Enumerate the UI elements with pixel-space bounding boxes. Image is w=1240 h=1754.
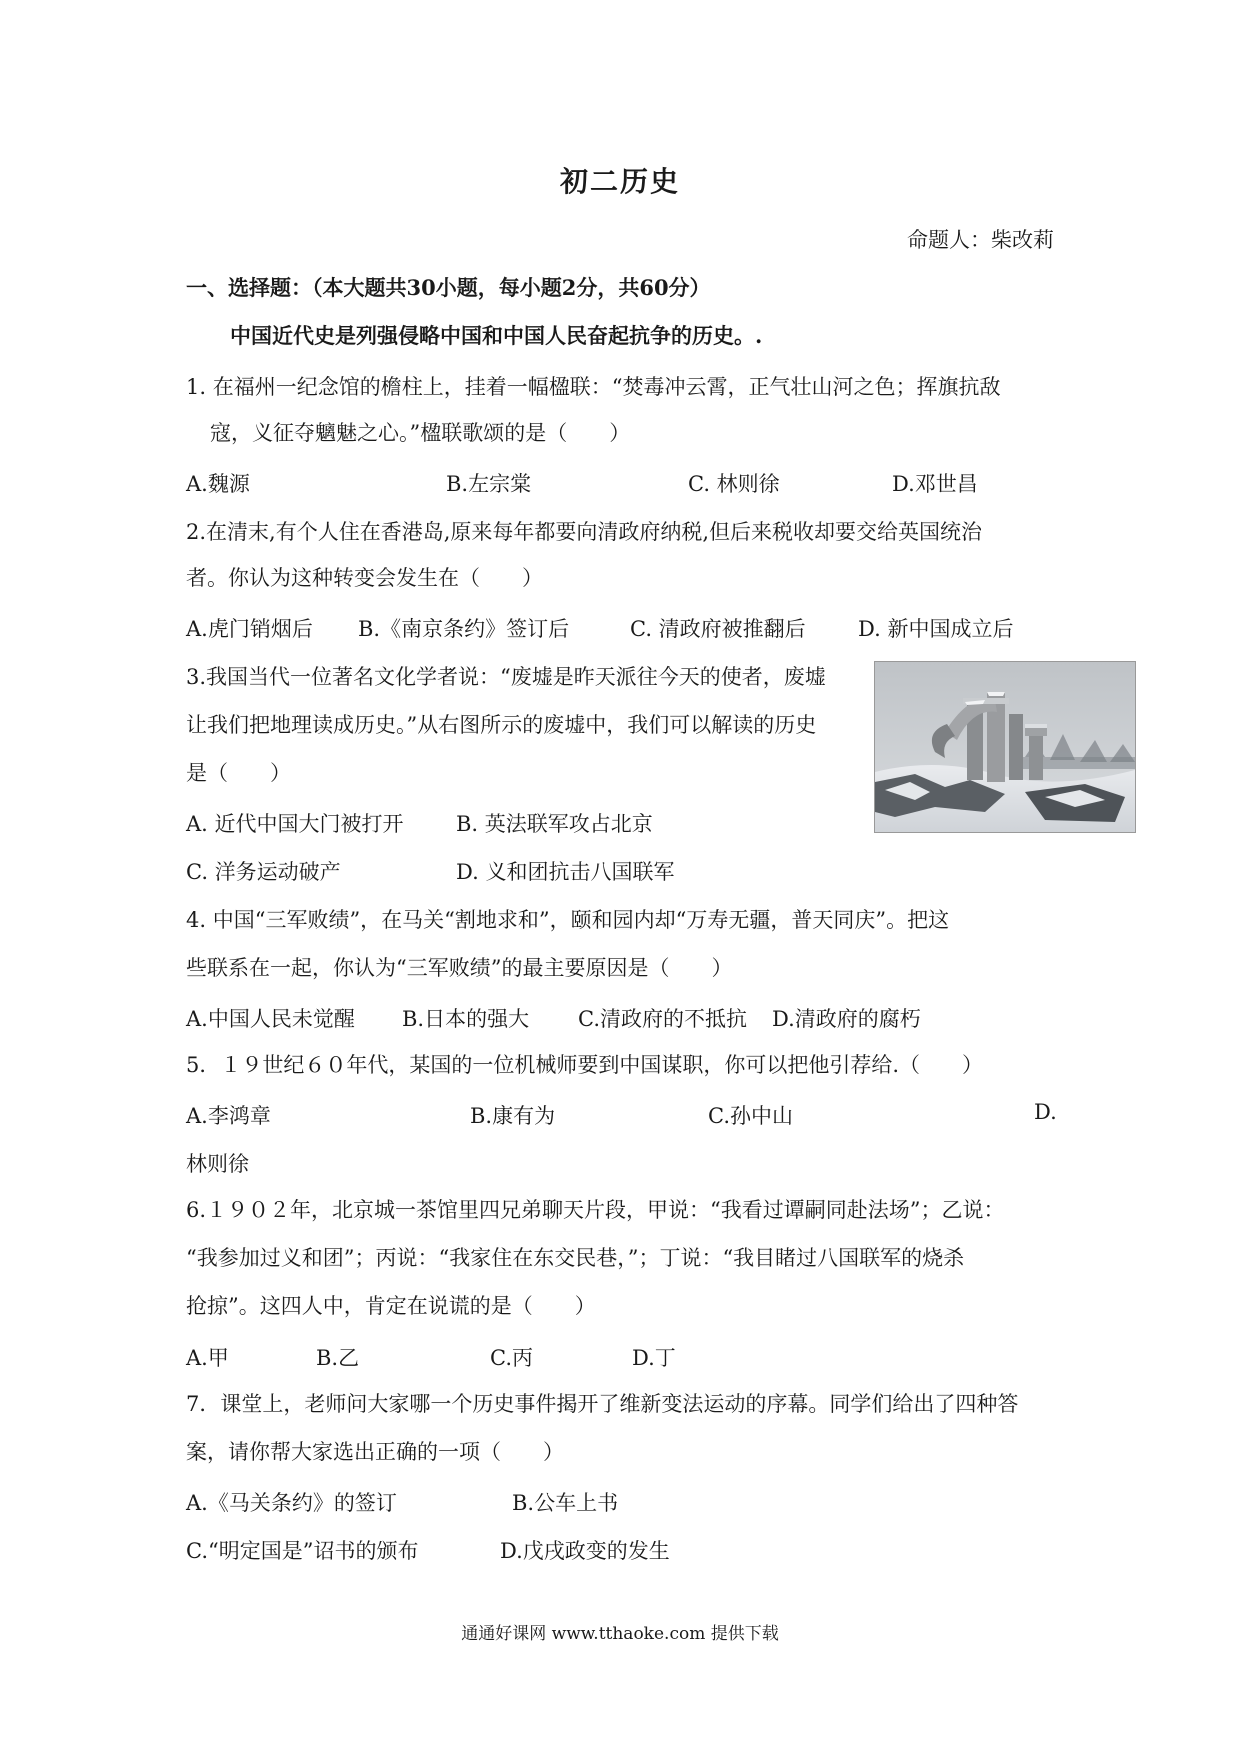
q2-option-c: C. 清政府被推翻后 — [630, 617, 806, 641]
q1-option-b: B.左宗棠 — [446, 472, 532, 496]
question-6-line-2: “我参加过义和团”；丙说：“我家住在东交民巷，”；丁说：“我目睹过八国联军的烧杀 — [186, 1246, 965, 1270]
q1-option-c: C. 林则徐 — [688, 472, 780, 496]
q6-option-a: A.甲 — [186, 1346, 229, 1370]
q4-option-b: B.日本的强大 — [402, 1007, 530, 1031]
q6-option-c: C.丙 — [490, 1346, 533, 1370]
q5-option-c: C.孙中山 — [708, 1104, 793, 1128]
q3-option-d: D. 义和团抗击八国联军 — [456, 860, 675, 884]
q4-option-a: A.中国人民未觉醒 — [186, 1007, 355, 1031]
q5-option-d: D. — [1034, 1100, 1057, 1124]
q6-option-b: B.乙 — [316, 1346, 360, 1370]
q4-option-c: C.清政府的不抵抗 — [578, 1007, 747, 1031]
q1-option-a: A.魏源 — [186, 472, 250, 496]
question-3-line-1: 3.我国当代一位著名文化学者说：“废墟是昨天派往今天的使者，废墟 — [186, 665, 826, 689]
question-4-line-1: 4. 中国“三军败绩”，在马关“割地求和”，颐和园内却“万寿无疆，普天同庆”。把这 — [186, 908, 950, 932]
q2-option-a: A.虎门销烟后 — [186, 617, 313, 641]
q5-option-d-text: 林则徐 — [186, 1152, 249, 1176]
q4-option-d: D.清政府的腐朽 — [772, 1007, 921, 1031]
q7-option-a: A.《马关条约》的签订 — [186, 1491, 397, 1515]
q5-option-b: B.康有为 — [470, 1104, 556, 1128]
q2-option-d: D. 新中国成立后 — [858, 617, 1014, 641]
section-heading: 一、选择题：（本大题共30小题，每小题2分，共60分） — [186, 275, 711, 300]
question-2-line-2: 者。你认为这种转变会发生在（ ） — [186, 566, 543, 590]
question-1-line-1: 1. 在福州一纪念馆的檐柱上，挂着一幅楹联：“焚毒冲云霄，正气壮山河之色；挥旗抗敌 — [186, 375, 1001, 399]
question-4-line-2: 些联系在一起，你认为“三军败绩”的最主要原因是（ ） — [186, 956, 733, 980]
question-6-line-3: 抢掠”。这四人中，肯定在说谎的是（ ） — [186, 1294, 596, 1318]
q7-option-d: D.戊戌政变的发生 — [500, 1539, 670, 1563]
question-7-line-2: 案，请你帮大家选出正确的一项（ ） — [186, 1440, 564, 1464]
question-2-line-1: 2.在清末,有个人住在香港岛,原来每年都要向清政府纳税,但后来税收却要交给英国统治 — [186, 520, 983, 544]
author-line: 命题人：柴改莉 — [907, 228, 1054, 252]
question-3-line-2: 让我们把地理读成历史。”从右图所示的废墟中，我们可以解读的历史 — [186, 713, 817, 737]
q5-option-a: A.李鸿章 — [186, 1104, 271, 1128]
q6-option-d: D.丁 — [632, 1346, 676, 1370]
question-3-line-3: 是（ ） — [186, 761, 291, 785]
q1-option-d: D.邓世昌 — [892, 472, 978, 496]
q3-option-a: A. 近代中国大门被打开 — [186, 812, 404, 836]
question-6-line-1: 6.１９０２年，北京城一茶馆里四兄弟聊天片段，甲说：“我看过谭嗣同赴法场”；乙说： — [186, 1198, 1005, 1222]
page-footer: 通通好课网 www.tthaoke.com 提供下载 — [461, 1624, 779, 1644]
q3-option-c: C. 洋务运动破产 — [186, 860, 341, 884]
q2-option-b: B.《南京条约》签订后 — [358, 617, 570, 641]
q7-option-b: B.公车上书 — [512, 1491, 619, 1515]
question-5-line-1: 5．１９世纪６０年代，某国的一位机械师要到中国谋职，你可以把他引荐给.（ ） — [186, 1053, 984, 1077]
question-1-line-2: 寇，义征夺魑魅之心。”楹联歌颂的是（ ） — [210, 421, 631, 445]
section-intro: 中国近代史是列强侵略中国和中国人民奋起抗争的历史。. — [230, 323, 763, 348]
page-title: 初二历史 — [559, 165, 680, 198]
ruins-photo — [874, 661, 1136, 833]
question-7-line-1: 7．课堂上，老师问大家哪一个历史事件揭开了维新变法运动的序幕。同学们给出了四种答 — [186, 1392, 1019, 1416]
q3-option-b: B. 英法联军攻占北京 — [456, 812, 653, 836]
q7-option-c: C.“明定国是”诏书的颁布 — [186, 1539, 419, 1563]
